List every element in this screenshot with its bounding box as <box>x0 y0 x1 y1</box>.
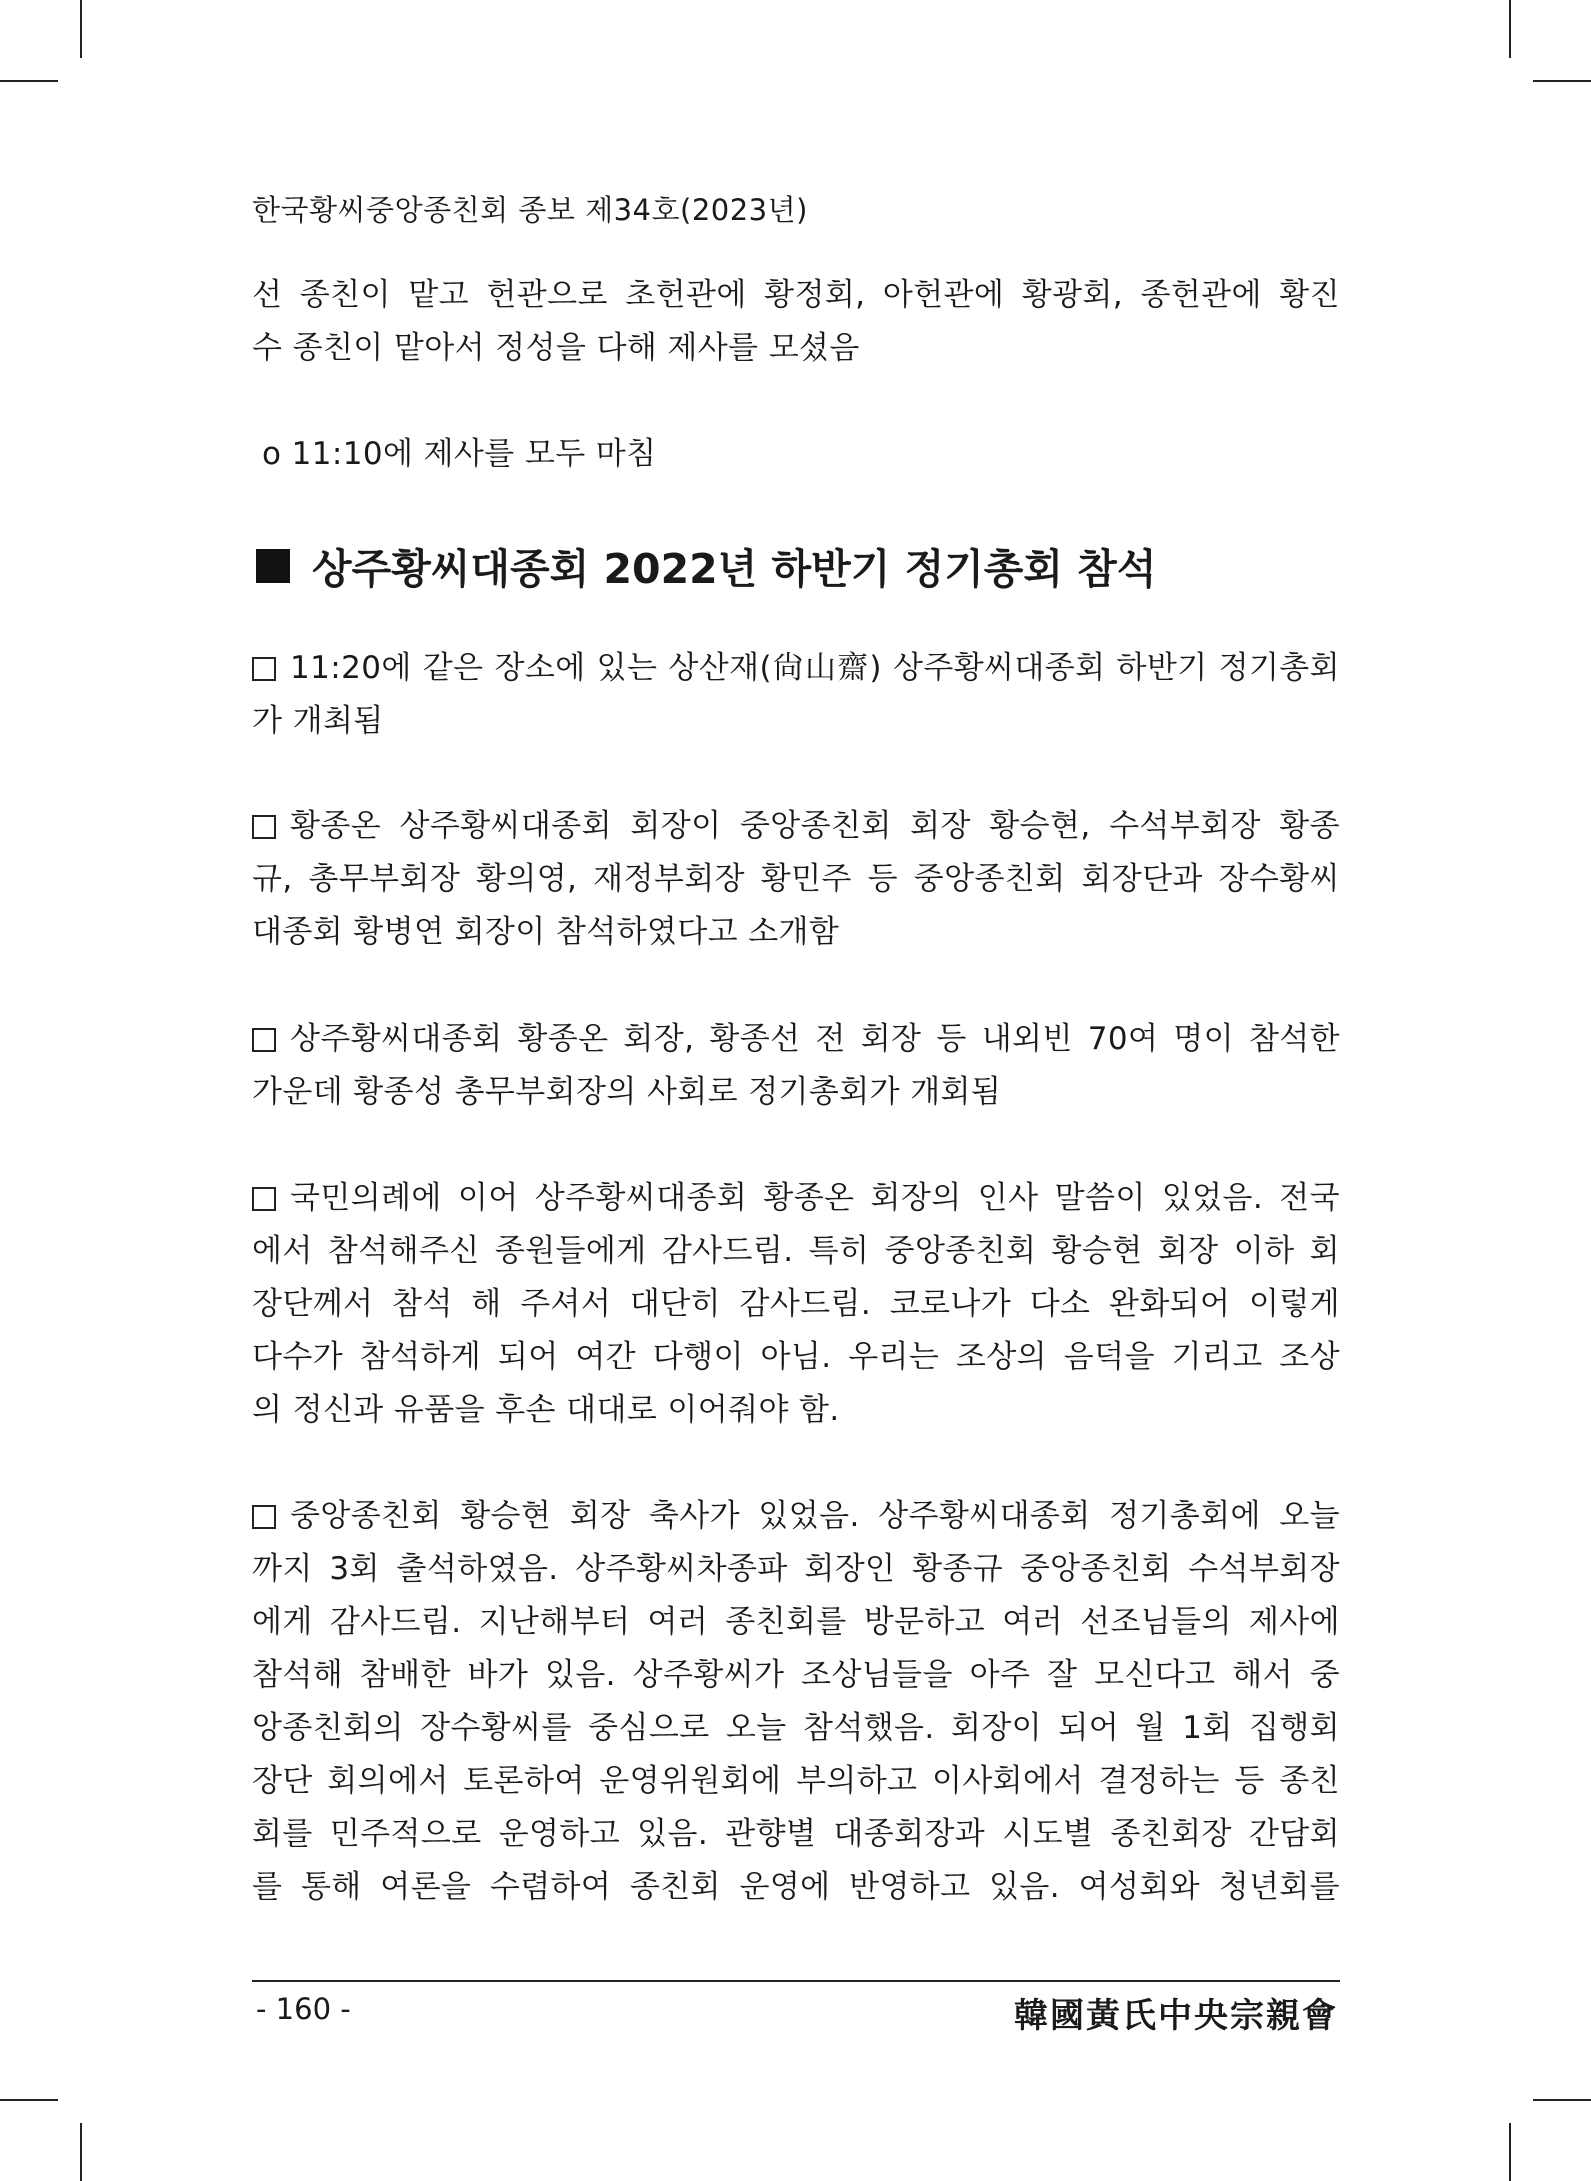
running-header: 한국황씨중앙종친회 종보 제34호(2023년) <box>252 193 808 227</box>
text-line: 규, 총무부회장 황의영, 재정부회장 황민주 등 중앙종친회 회장단과 장수황씨 <box>252 861 1340 897</box>
paragraph-5 <box>252 1490 1340 1914</box>
text-line: 회를 민주적으로 운영하고 있음. 관향별 대종회장과 시도별 종친회장 간담회 <box>252 1816 1340 1852</box>
text-line: 까지 3회 출석하였음. 상주황씨차종파 회장인 황종규 중앙종친회 수석부회장 <box>252 1551 1340 1587</box>
text-line: 대종회 황병연 회장이 참석하였다고 소개함 <box>252 914 840 950</box>
paragraph-3 <box>252 1013 1340 1119</box>
text-line: 의 정신과 유품을 후손 대대로 이어줘야 함. <box>252 1392 840 1428</box>
filled-square-icon <box>256 549 290 583</box>
checkbox-icon <box>252 1505 276 1529</box>
text-line: 다수가 참석하게 되어 여간 다행이 아님. 우리는 조상의 음덕을 기리고 조상 <box>252 1339 1340 1375</box>
text-line: 가 개최됨 <box>252 703 384 739</box>
organization-logo: 韓國黃氏中央宗親會 <box>1014 1996 1338 2036</box>
text-line: 상주황씨대종회 황종온 회장, 황종선 전 회장 등 내외빈 70여 명이 참석한 <box>252 1013 1340 1066</box>
text-line: 장단 회의에서 토론하여 운영위원회에 부의하고 이사회에서 결정하는 등 종친 <box>252 1763 1340 1799</box>
section-heading <box>256 536 1157 595</box>
crop-mark <box>1533 80 1591 82</box>
text-line: 에게 감사드림. 지난해부터 여러 종친회를 방문하고 여러 선조님들의 제사에 <box>252 1604 1340 1640</box>
text-line: 선 종친이 맡고 헌관으로 초헌관에 황정회, 아헌관에 황광회, 종헌관에 황진 <box>252 277 1340 313</box>
intro-paragraph <box>252 269 1340 375</box>
crop-mark <box>80 0 82 58</box>
text-line: 가운데 황종성 총무부회장의 사회로 정기총회가 개회됨 <box>252 1074 1002 1110</box>
crop-mark <box>0 80 58 82</box>
crop-mark <box>1509 0 1511 58</box>
section-heading-text: 상주황씨대종회 2022년 하반기 정기총회 참석 <box>312 545 1157 593</box>
checkbox-icon <box>252 1028 276 1052</box>
paragraph-4 <box>252 1172 1340 1437</box>
text-line: 에서 참석해주신 종원들에게 감사드림. 특히 중앙종친회 황승현 회장 이하 회 <box>252 1233 1340 1269</box>
bullet-item <box>262 428 1350 481</box>
text-line: 장단께서 참석 해 주셔서 대단히 감사드림. 코로나가 다소 완화되어 이렇게 <box>252 1286 1340 1322</box>
text-line: 앙종친회의 장수황씨를 중심으로 오늘 참석했음. 회장이 되어 월 1회 집행회 <box>252 1710 1340 1746</box>
checkbox-icon <box>252 1187 276 1211</box>
checkbox-icon <box>252 657 276 681</box>
bullet-text: o 11:10에 제사를 모두 마침 <box>262 436 657 472</box>
paragraph-1 <box>252 642 1340 748</box>
crop-mark <box>1533 2099 1591 2101</box>
crop-mark <box>80 2123 82 2181</box>
page-number: - 160 - <box>256 1992 351 2026</box>
text-line: 참석해 참배한 바가 있음. 상주황씨가 조상님들을 아주 잘 모신다고 해서 중 <box>252 1657 1340 1693</box>
footer-rule <box>252 1980 1340 1982</box>
checkbox-icon <box>252 815 276 839</box>
text-line: 국민의례에 이어 상주황씨대종회 황종온 회장의 인사 말씀이 있었음. 전국 <box>252 1172 1340 1225</box>
text-line: 11:20에 같은 장소에 있는 상산재(尙山齋) 상주황씨대종회 하반기 정기총회 <box>252 642 1340 695</box>
crop-mark <box>1509 2123 1511 2181</box>
text-line: 중앙종친회 황승현 회장 축사가 있었음. 상주황씨대종회 정기총회에 오늘 <box>252 1490 1340 1543</box>
paragraph-2 <box>252 800 1340 959</box>
text-line: 황종온 상주황씨대종회 회장이 중앙종친회 회장 황승현, 수석부회장 황종 <box>252 800 1340 853</box>
text-line: 수 종친이 맡아서 정성을 다해 제사를 모셨음 <box>252 330 860 366</box>
crop-mark <box>0 2099 58 2101</box>
text-line: 를 통해 여론을 수렴하여 종친회 운영에 반영하고 있음. 여성회와 청년회를 <box>252 1869 1340 1905</box>
